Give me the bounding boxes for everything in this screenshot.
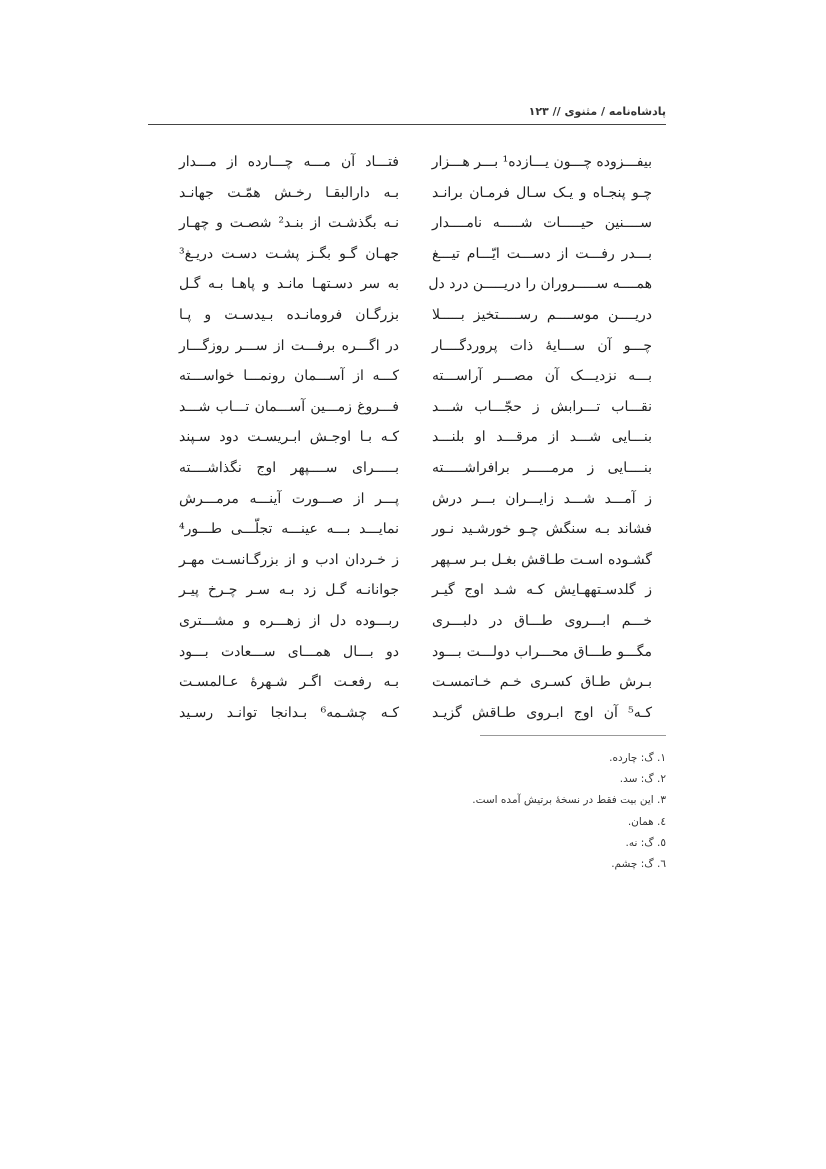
footnote: ٥. گ: نه.	[625, 836, 666, 849]
verse-line: نقـــاب تـــرابش ز حجّـــاب شـــد	[432, 398, 652, 415]
verse-line: ربـــوده دل از زهـــره و مشـــتری	[179, 612, 399, 629]
footnote: ٤. همان.	[627, 815, 666, 828]
verse-line: بـه رفعـت اگـر شـهرهٔ عـالمسـت	[179, 674, 399, 691]
verse-line: چـــو آن ســـایهٔ ذات پروردگــــار	[432, 337, 652, 354]
verse-line: در اگـــره برفـــت از ســـر روزگـــار	[179, 337, 399, 354]
footnote: ۳. این بیت فقط در نسخهٔ برتیش آمده است.	[472, 794, 666, 807]
verse-line: ز گلدسـتههـایش کـه شـد اوج گیـر	[432, 582, 652, 599]
verse-line: بزرگـان فرومانـده بـیدسـت و پـا	[179, 306, 399, 323]
footnote: ۲. گ: سد.	[619, 773, 666, 786]
footnote-rule	[480, 735, 666, 736]
footnote: ٦. گ: چشم.	[611, 857, 666, 870]
header-rule	[148, 124, 666, 125]
verse-line: فـــروغ زمـــین آســـمان تـــاب شـــد	[179, 398, 399, 415]
verse-line: همــــه ســـــروران را دریـــــن درد دل	[428, 276, 652, 293]
verse-line: دریــــن موســــم رســـــتخیز بـــــلا	[432, 306, 652, 323]
verse-line: ز آمـــد شـــد زایـــران بـــر درش	[432, 490, 652, 507]
verse-line: فتـــاد آن مـــه چـــارده از مـــدار	[179, 154, 399, 170]
verse-line: جهـان گـو بگـز پشـت دسـت دریـغ³	[179, 245, 399, 262]
verse-line: بنـــایی شـــد از مرقـــد او بلنـــد	[432, 429, 652, 446]
verse-line: ز خـردان ادب و از بزرگـانسـت مهـر	[179, 551, 399, 568]
verse-line: چـو پنجـاه و یـک سـال فرمـان برانـد	[432, 184, 652, 201]
poem-right-column	[428, 147, 652, 728]
footnotes	[266, 748, 666, 875]
verse-line: کـــه از آســـمان رونمـــا خواســـته	[179, 368, 399, 385]
verse-line: ســــنین حیـــــات شـــــه نامــــدار	[432, 215, 652, 232]
verse-line: کـه⁵ آن اوج ابـروی طـاقش گزیـد	[432, 704, 652, 721]
verse-line: بـــه نزدیـــک آن مصـــر آراســـته	[432, 368, 652, 385]
verse-line: خـــم ابـــروی طـــاق در دلبـــری	[432, 612, 652, 629]
verse-line: بـــــرای ســــپهر اوج نگذاشــــته	[179, 459, 399, 476]
verse-line: پـــر از صـــورت آینـــه مرمـــرش	[179, 490, 399, 507]
verse-line: به سر دسـتهـا مانـد و پاهـا بـه گـل	[179, 276, 399, 293]
verse-line: نـه بگذشـت از بنـد² شصـت و چهـار	[179, 215, 399, 232]
verse-line: دو بـــال همـــای ســـعادت بـــود	[179, 643, 399, 660]
verse-line: جوانانـه گـل زد بـه سـر چـرخ پیـر	[179, 582, 399, 599]
verse-line: بـــدر رفـــت از دســـت ایّـــام تیـــغ	[432, 245, 652, 262]
footnote: ۱. گ: چارده.	[609, 752, 666, 764]
verse-line: گشـوده اسـت طـاقش بغـل بـر سـپهر	[432, 551, 652, 568]
verse-line: نمایـــد بـــه عینـــه تجلّـــی طـــور⁴	[179, 521, 399, 538]
verse-line: فشاند بـه سنگش چـو خورشـید نـور	[432, 521, 652, 538]
verse-line: بـرش طـاق کسـری خـم خـاتمسـت	[432, 674, 652, 691]
verse-line: بـه دارالبقـا رخـش همّـت جهانـد	[179, 184, 399, 201]
verse-line: کـه چشـمه⁶ بـدانجا توانـد رسـید	[179, 704, 399, 721]
verse-line: کـه بـا اوجـش ابـریسـت دود سـپند	[179, 429, 399, 446]
running-header	[148, 103, 666, 123]
poem-left-column	[179, 147, 399, 728]
verse-line: بنــــایی ز مرمـــــر برافراشـــــته	[432, 459, 652, 476]
running-title: پادشاه‌نامه / مثنوی // ۱۲۳	[528, 105, 666, 118]
verse-line: مگـــو طـــاق محـــراب دولـــت بـــود	[432, 643, 652, 660]
verse-line: بیفـــزوده چـــون یـــازده¹ بـــر هـــزار	[431, 154, 652, 170]
